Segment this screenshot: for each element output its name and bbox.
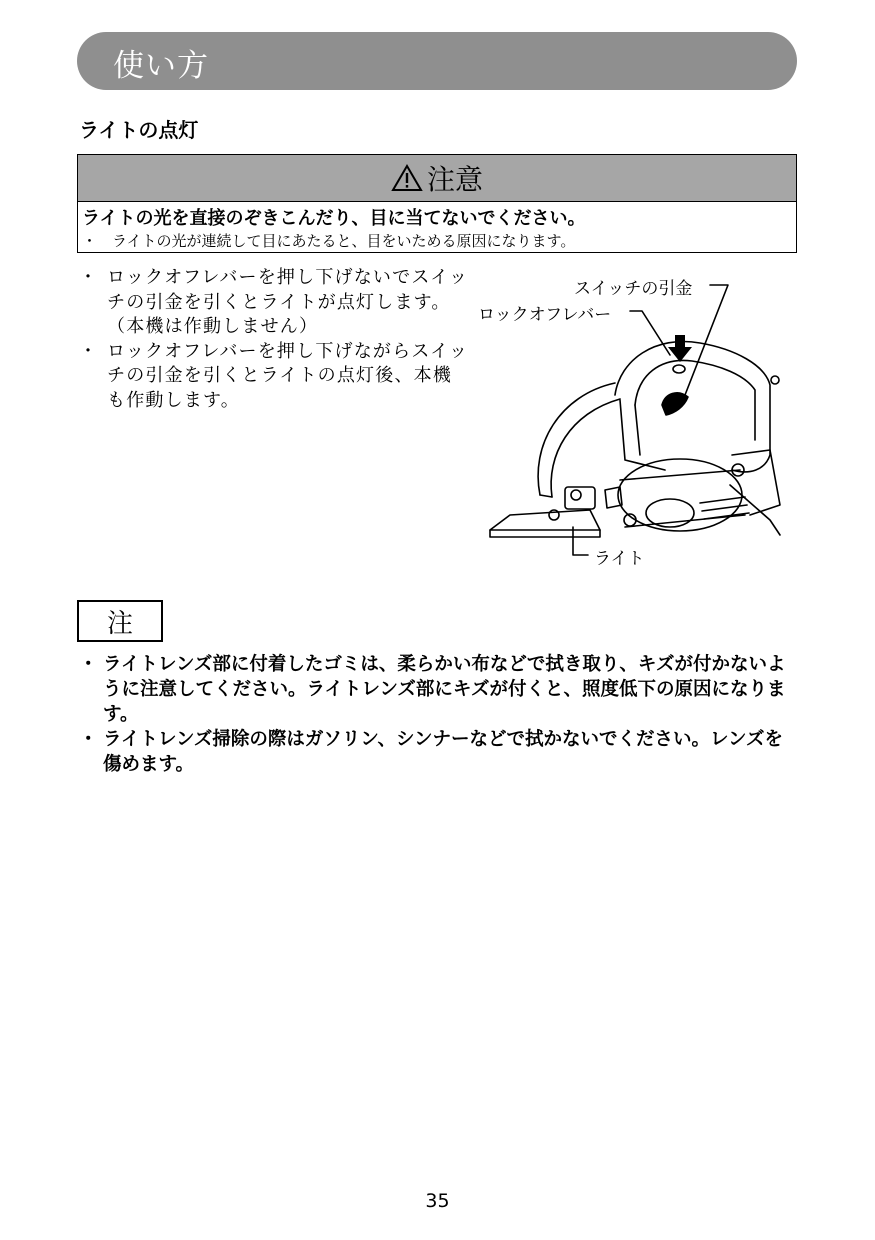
note-mark: ・: [79, 654, 98, 675]
caution-sub-text: [82, 230, 575, 251]
page-number: 35: [425, 1190, 450, 1212]
note-mark: ・: [79, 729, 98, 750]
header-bar: [77, 32, 797, 90]
caution-header: [78, 155, 796, 202]
caution-box: [77, 154, 797, 253]
caution-sub-body: ライトの光が連続して目にあたると、目をいためる原因になります。: [112, 232, 576, 250]
list-item: [79, 652, 799, 727]
bullet-text: ロックオフレバーを押し下げながらスイッチの引金を引くとライトの点灯後、本機も作動します。: [107, 340, 469, 411]
note-text: ライトレンズ掃除の際はガソリン、シンナーなどで拭かないでください。レンズを傷めます。: [103, 729, 783, 775]
caution-main-text: ライトの光を直接のぞきこんだり、目に当てないでください。: [82, 208, 586, 229]
note-list: [79, 652, 799, 777]
list-item: [79, 727, 799, 777]
label-switch-trigger: スイッチの引金: [574, 279, 693, 299]
page-title: 使い方: [113, 48, 209, 84]
list-item: [79, 266, 469, 340]
saw-illustration: [470, 265, 800, 575]
instruction-list: [79, 266, 469, 413]
list-item: [79, 340, 469, 414]
push-arrow-icon: [668, 335, 692, 362]
caution-title: 注意: [426, 163, 483, 196]
label-lock-off-lever: ロックオフレバー: [478, 305, 612, 325]
warning-triangle-icon: [391, 164, 423, 192]
caution-sub-mark: ・: [82, 232, 98, 250]
bullet-mark: ・: [79, 267, 99, 288]
label-light: ライト: [594, 549, 645, 569]
note-heading: 注: [77, 600, 163, 642]
bullet-mark: ・: [79, 340, 99, 362]
bullet-text: ロックオフレバーを押し下げないでスイッチの引金を引くとライトが点灯します。（本機は作動しません）: [107, 267, 469, 337]
section-title: ライトの点灯: [79, 118, 199, 142]
note-text: ライトレンズ部に付着したゴミは、柔らかい布などで拭き取り、キズが付かないように注意してください。ライトレンズ部にキズが付くと、照度低下の原因になります。: [103, 654, 786, 725]
